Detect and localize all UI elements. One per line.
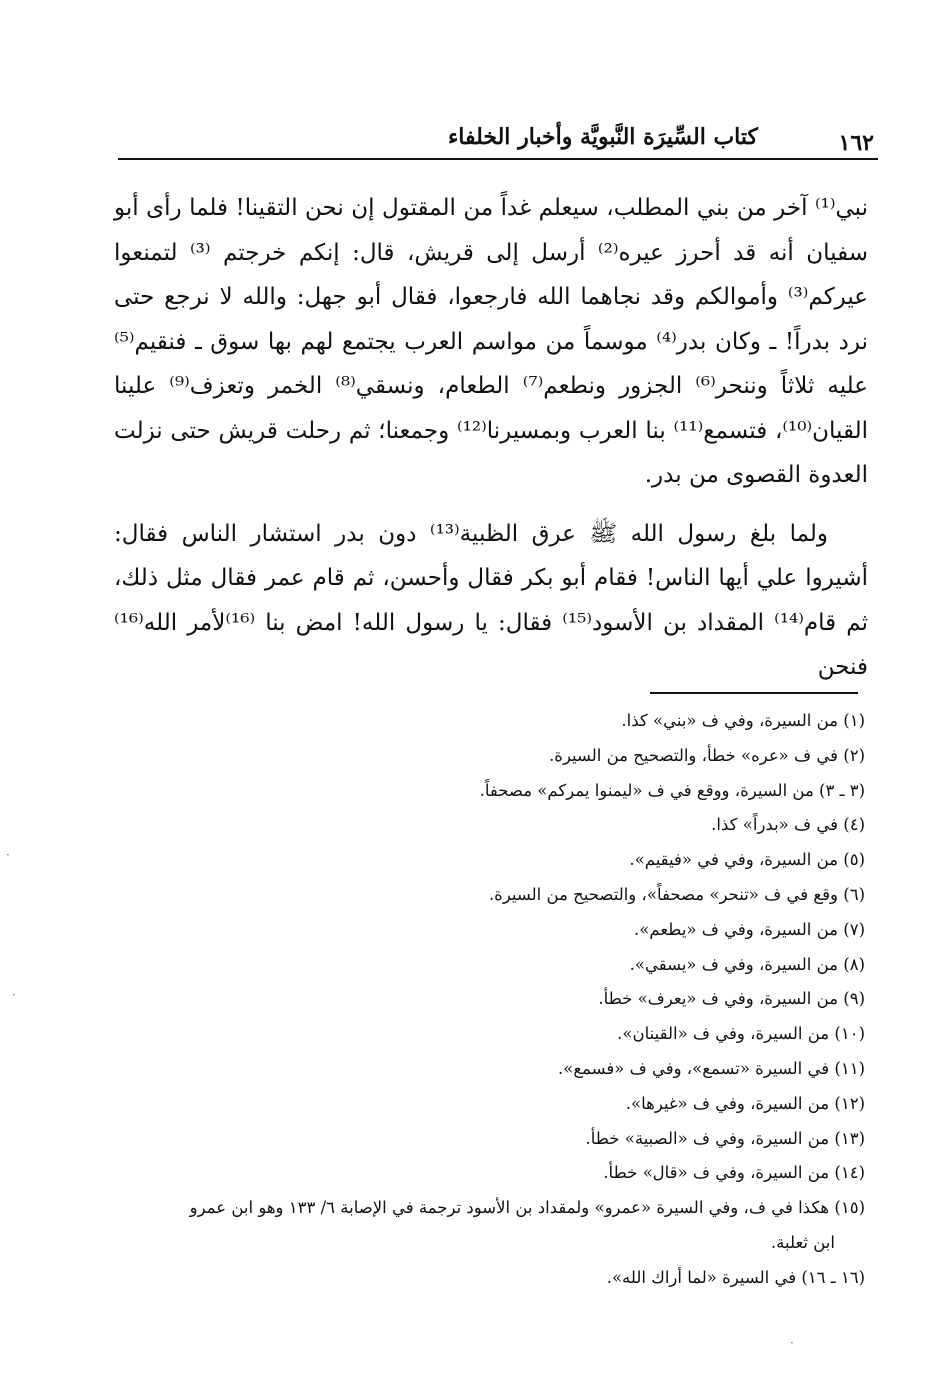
footnote: (١١) في السيرة «تسمع»، وفي ف «فسمع». [557,1058,865,1078]
page-number: ١٦٢ [838,130,874,156]
footnote-continuation: ابن ثعلبة. [770,1232,835,1252]
footnote: (٩) من السيرة، وفي ف «يعرف» خطأ. [598,989,865,1009]
footnote: (٥) من السيرة، وفي في «فيقيم». [629,850,865,870]
scan-speck: · [6,848,10,862]
footnote: (٣ ـ ٣) من السيرة، ووقع في ف «ليمنوا يمركم» مصحفاً. [479,780,865,800]
footnote: (٧) من السيرة، وفي ف «يطعم». [634,919,865,939]
footnote: (١) من السيرة، وفي ف «بني» كذا. [621,711,865,730]
footnote: (١٥) هكذا في ف، وفي السيرة «عمرو» ولمقداد بن الأسود ترجمة في الإصابة ٦/ ١٣٣ وهو ابن عمرو [189,1198,865,1218]
main-text [114,186,868,690]
footnote: (١٦ ـ ١٦) في السيرة «لما أراك الله». [606,1267,865,1287]
footnote-divider [650,692,858,694]
footnote: (٨) من السيرة، وفي ف «يسقي». [629,954,865,974]
footnote: (١٢) من السيرة، وفي ف «غيرها». [625,1093,865,1113]
footnote: (١٤) من السيرة، وفي ف «قال» خطأ. [603,1163,865,1183]
footnote: (٢) في ف «عره» خطأ، والتصحيح من السيرة. [549,745,865,765]
footnote: (٤) في ف «بدراً» كذا. [711,815,865,835]
book-title: كتاب السِّيرَة النَّبويَّة وأخبار الخلفاء [447,124,758,150]
scan-speck: · [790,1336,794,1350]
footnote: (١٣) من السيرة، وفي ف «الصبية» خطأ. [585,1128,865,1148]
paragraph: نبي⁽¹⁾ آخر من بني المطلب، سيعلم غداً من المقتول إن نحن التقينا! فلما رأى أبو سفيان أنه قد أحرز عيره⁽²⁾ أرسل إلى قريش، قال: إنكم خرجتم ⁽³⁾ لتمنعوا عيركم⁽³⁾ وأموالكم وقد نجاهما الله فارجعوا، فقال أبو جهل: والله لا نرجع حتى نرد بدراً! ـ وكان بدر⁽⁴⁾ موسماً من مواسم العرب يجتمع لهم بها سوق ـ فنقيم⁽⁵⁾ عليه ثلاثاً وننحر⁽⁶⁾ الجزور ونطعم⁽⁷⁾ الطعام، ونسقي⁽⁸⁾ الخمر وتعزف⁽⁹⁾ علينا القيان⁽¹⁰⁾، فتسمع⁽¹¹⁾ بنا العرب وبمسيرنا⁽¹²⁾ وجمعنا؛ ثم رحلت قريش حتى نزلت العدوة القصوى من بدر. [114,195,869,488]
footnote: (٦) وقع في ف «تنحر» مصحفاً»، والتصحيح من السيرة. [488,884,865,904]
scan-speck: · [12,988,16,1002]
footnote: (١٠) من السيرة، وفي ف «القينان». [617,1024,865,1044]
paragraph: ولما بلغ رسول الله ﷺ عرق الظبية⁽¹³⁾ دون بدر استشار الناس فقال: أشيروا علي أيها الناس! فقام أبو بكر فقال وأحسن، ثم قام عمر فقال مثل ذلك، ثم قام⁽¹⁴⁾ المقداد بن الأسود⁽¹⁵⁾ فقال: يا رسول الله! امض بنا ⁽¹⁶⁾لأمر الله⁽¹⁶⁾ فنحن [114,520,868,680]
running-header [118,118,878,160]
footnotes [110,704,865,1296]
